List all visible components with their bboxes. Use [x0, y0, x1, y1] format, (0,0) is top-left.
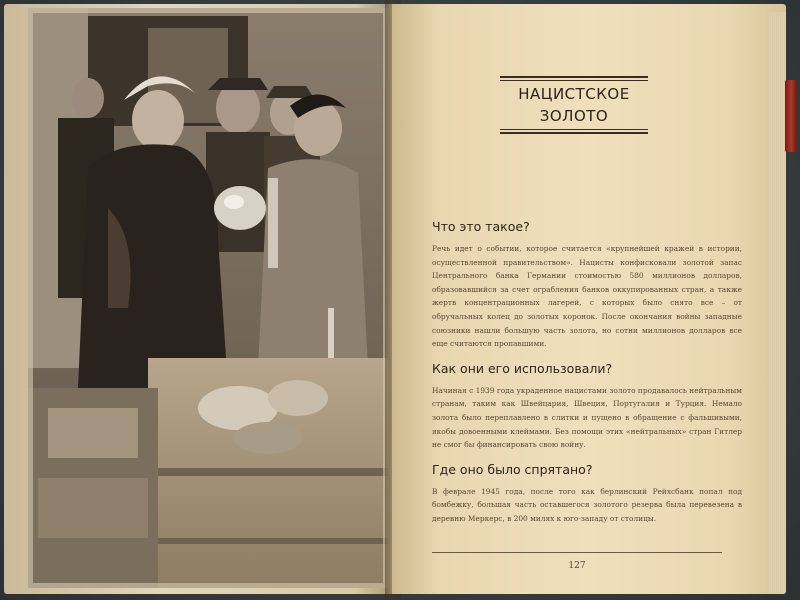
section-paragraph: В феврале 1945 года, после того как берлинский Рейхсбанк попал под бомбежку, большая часть оставшегося золотого резерва была перевезена в деревню Меркерс, в 200 милях к юго-западу от столицы. [432, 486, 742, 523]
page-edges [768, 12, 786, 594]
footer-rule [432, 552, 722, 553]
title-line-2: ЗОЛОТО [539, 107, 609, 125]
left-page [4, 4, 394, 594]
page-number: 127 [568, 561, 586, 571]
chapter-title [500, 76, 648, 134]
photo-illustration [28, 8, 388, 588]
section-paragraph: Начиная с 1939 года украденное нацистами золото продавалось нейтральным странам, таким как Швейцария, Швеция, Португалия и Турция. Немало золота было переплавлено в слитки и пущено в обращение с фальшивыми, якобы довоенными клеймами. Без помощи этих «нейтральных» стран Гитлер не смог бы финансировать свою войну. [432, 385, 742, 450]
section-heading: Как они его использовали? [432, 360, 613, 376]
section-heading: Где оно было спрятано? [432, 461, 593, 477]
title-line-1: НАЦИСТСКОЕ [518, 85, 630, 103]
title-rule-bottom-thin [500, 129, 648, 130]
bookmark-ribbon [785, 80, 797, 152]
title-rule-top [500, 76, 648, 78]
title-rule-bottom [500, 132, 648, 134]
section-heading: Что это такое? [432, 219, 530, 234]
right-page [392, 4, 786, 594]
section-paragraph: Речь идет о событии, которое считается «крупнейшей кражей в истории, осуществленной правительством». Нацисты конфисковали золотой запас Центрального банка Германии стоимостью 580 миллионов долларов, образовавшийся за счет ограбления банков оккупированных стран, а также жертв концентрационных лагерей, с которых было снято все – от обручальных колец до золотых коронок. После окончания войны западные союзники нашли большую часть золота, но сотни миллионов долларов все еще считаются пропавшими. [432, 244, 742, 349]
body-text [432, 219, 742, 536]
archival-photo [28, 8, 388, 588]
